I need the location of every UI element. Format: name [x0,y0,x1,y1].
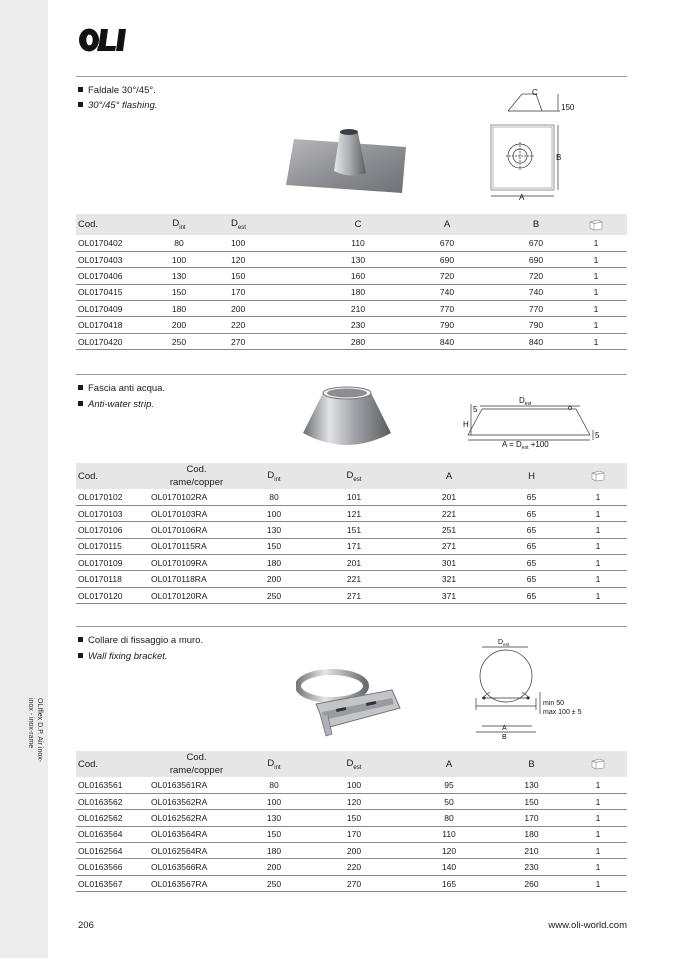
table-cell: 130 [244,522,304,538]
table-cell: 130 [149,268,209,284]
table-cell: 1 [569,843,627,859]
table-cell: 740 [387,284,507,300]
header-package [569,463,627,489]
table-cell: 1 [565,284,627,300]
table-cell: 200 [244,859,304,875]
table-cell: 150 [244,538,304,554]
diagram-label: $A = D_{est} +100$ [502,440,549,451]
table-cell: OL0170103 [76,505,149,521]
header-b: B [494,751,569,777]
bullet [78,385,83,390]
table-cell: OL0162564RA [149,843,244,859]
table-cell: 1 [569,777,627,793]
header-h: H [494,463,569,489]
brand-logo [78,26,138,54]
table-cell: 121 [304,505,404,521]
header-b: B [507,214,565,235]
table-cell: OL0170106RA [149,522,244,538]
table-cell: 1 [569,489,627,505]
table-cell: OL0170120 [76,587,149,603]
table-cell: 65 [494,587,569,603]
diagram-label: H [463,420,469,429]
table-cell: 840 [387,333,507,349]
table-cell: 270 [304,875,404,891]
table-body [76,489,627,604]
table-cell: 100 [304,777,404,793]
table-cell: 1 [569,793,627,809]
table-cell: 80 [404,810,494,826]
table-cell: OL0162564 [76,843,149,859]
table-row [76,538,627,554]
table-row [76,505,627,521]
table-cell: 670 [507,235,565,251]
table-cell: 740 [507,284,565,300]
table-body [76,777,627,892]
table-cell: 180 [244,555,304,571]
table-cell: 1 [569,810,627,826]
section-1-title-it: Faldale 30°/45°. [78,85,156,97]
table-cell: 1 [569,826,627,842]
diagram-label: $D_{est}$ [519,396,532,407]
table-cell: OL0163564RA [149,826,244,842]
table-row [76,284,627,300]
table-cell: 260 [494,875,569,891]
side-strip [0,0,48,958]
box-icon [591,470,605,482]
table-cell: 80 [244,489,304,505]
table-cell: 65 [494,555,569,571]
table-cell: OL0170415 [76,284,149,300]
table-cell: 210 [329,301,387,317]
table-cell: 65 [494,522,569,538]
header-a: A [387,214,507,235]
table-cell: OL0163567 [76,875,149,891]
table-cell: 140 [404,859,494,875]
table-cell: 770 [507,301,565,317]
table-cell: 170 [209,284,329,300]
table-cell: 200 [304,843,404,859]
bullet [78,653,83,658]
bullet [78,637,83,642]
table-cell: 130 [329,251,387,267]
flashing-diagram [486,86,582,202]
table-cell: OL0170106 [76,522,149,538]
header-dint: $D_{int}$ [149,214,209,235]
table-cell: OL0162562 [76,810,149,826]
anti-water-strip-photo [301,383,393,451]
table-cell: 1 [569,587,627,603]
table-cell: 1 [565,317,627,333]
table-row [76,235,627,251]
diagram-label: $D_{est}$ [498,639,510,647]
table-cell: 120 [404,843,494,859]
table-row [76,251,627,267]
table-cell: 80 [244,777,304,793]
table-cell: 271 [404,538,494,554]
table-cell: 280 [329,333,387,349]
header-dest: $D_{est}$ [304,463,404,489]
table-cell: OL0170102RA [149,489,244,505]
table-cell: 690 [387,251,507,267]
table-cell: 65 [494,571,569,587]
header-cod-copper: Cod. rame/copper [149,751,244,777]
table-cell: OL0170420 [76,333,149,349]
table-cell: 1 [569,875,627,891]
table-cell: OL0163564 [76,826,149,842]
table-cell: 1 [569,538,627,554]
table-cell: 770 [387,301,507,317]
table-row [76,522,627,538]
table-row [76,843,627,859]
table-cell: 1 [569,571,627,587]
table-cell: 200 [149,317,209,333]
table-cell: 230 [329,317,387,333]
table-cell: 150 [494,793,569,809]
section-1-title-en: 30°/45° flashing. [78,100,157,112]
table-cell: OL0163566RA [149,859,244,875]
section-divider [76,76,627,77]
table-cell: 210 [494,843,569,859]
table-cell: 101 [304,489,404,505]
table-cell: 80 [149,235,209,251]
table-cell: 270 [209,333,329,349]
table-cell: OL0163561RA [149,777,244,793]
header-cod-copper: Cod. rame/copper [149,463,244,489]
table-cell: 130 [494,777,569,793]
table-cell: 301 [404,555,494,571]
table-cell: OL0170403 [76,251,149,267]
box-icon [589,219,603,231]
table-cell: OL0170102 [76,489,149,505]
table-cell: OL0170402 [76,235,149,251]
table-row [76,810,627,826]
header-package [565,214,627,235]
table-cell: OL0170418 [76,317,149,333]
table-cell: 200 [209,301,329,317]
table-cell: 371 [404,587,494,603]
table-cell: 790 [507,317,565,333]
header-a: A [404,463,494,489]
table-row [76,587,627,603]
table-cell: 170 [304,826,404,842]
table-cell: 840 [507,333,565,349]
table-cell: 130 [244,810,304,826]
table-cell: 65 [494,538,569,554]
table-cell: 65 [494,489,569,505]
table-cell: OL0170409 [76,301,149,317]
table-cell: 220 [209,317,329,333]
table-cell: OL0170109 [76,555,149,571]
table-cell: 160 [329,268,387,284]
flashing-photo [286,127,410,195]
table-cell: OL0170109RA [149,555,244,571]
table-row [76,268,627,284]
diagram-label: max 100 ± 5 [543,709,582,716]
table-cell: 150 [209,268,329,284]
table-cell: 170 [494,810,569,826]
table-cell: OL0170103RA [149,505,244,521]
wall-bracket-diagram [462,632,594,744]
table-cell: 165 [404,875,494,891]
table-row [76,317,627,333]
table-cell: 150 [244,826,304,842]
table-cell: 1 [569,522,627,538]
table-cell: 250 [244,587,304,603]
box-icon [591,758,605,770]
table-cell: 250 [149,333,209,349]
table-row [76,793,627,809]
table-cell: 110 [404,826,494,842]
table-cell: 150 [304,810,404,826]
table-cell: 230 [494,859,569,875]
table-row [76,875,627,891]
table-cell: OL0170118RA [149,571,244,587]
table-cell: 180 [149,301,209,317]
side-label-line-2: inox - inox-rame [27,698,34,749]
table-cell: 1 [569,859,627,875]
table-row [76,301,627,317]
table-cell: OL0170406 [76,268,149,284]
diagram-label: B [556,153,562,162]
table-cell: 100 [149,251,209,267]
table-cell: 790 [387,317,507,333]
table-cell: 50 [404,793,494,809]
diagram-label: B [502,734,507,741]
table-cell: OL0163562RA [149,793,244,809]
table-cell: 220 [304,859,404,875]
section-3-title-it: Collare di fissaggio a muro. [78,635,203,647]
table-row [76,571,627,587]
header-cod: Cod. [76,214,149,235]
table-cell: 250 [244,875,304,891]
diagram-label: 5 [473,405,478,414]
table-cell: 1 [565,268,627,284]
table-cell: 100 [209,235,329,251]
table-row [76,859,627,875]
table-cell: 1 [565,301,627,317]
diagram-label: A [502,725,507,732]
table-cell: 120 [209,251,329,267]
table-cell: 150 [149,284,209,300]
header-a: A [404,751,494,777]
table-cell: OL0170115 [76,538,149,554]
table-cell: 201 [404,489,494,505]
header-dint: $D_{int}$ [244,751,304,777]
header-package [569,751,627,777]
table-cell: 100 [244,793,304,809]
bullet [78,87,83,92]
table-cell: 151 [304,522,404,538]
diagram-label: min 50 [543,700,565,707]
side-label-line-1: OLIflex D.P. Air inox- [36,698,43,763]
table-cell: OL0163566 [76,859,149,875]
table-cell: 690 [507,251,565,267]
table-row [76,489,627,505]
table-cell: 251 [404,522,494,538]
bullet [78,401,83,406]
table-row [76,826,627,842]
website-link[interactable]: www.oli-world.com [548,920,627,931]
table-cell: 271 [304,587,404,603]
diagram-label: 5 [595,431,600,440]
diagram-label: 150 [561,103,575,112]
table-cell: 1 [565,251,627,267]
table-cell: OL0170118 [76,571,149,587]
section-divider [76,626,627,627]
bullet [78,102,83,107]
side-label [4,698,44,778]
section-3-title-en: Wall fixing bracket. [78,651,168,663]
table-cell: 95 [404,777,494,793]
section-2-title-en: Anti-water strip. [78,399,154,411]
table-cell: 1 [569,555,627,571]
table-row [76,777,627,793]
diagram-label: A [519,193,525,202]
table-cell: 221 [404,505,494,521]
table-cell: 171 [304,538,404,554]
table-cell: 200 [244,571,304,587]
table-cell: 1 [565,333,627,349]
table-cell: 321 [404,571,494,587]
header-dint: $D_{int}$ [244,463,304,489]
table-cell: 120 [304,793,404,809]
table-cell: 180 [329,284,387,300]
table-row [76,333,627,349]
table-cell: 201 [304,555,404,571]
table-cell: 720 [387,268,507,284]
table-cell: 720 [507,268,565,284]
header-c: C [329,214,387,235]
table-cell: 180 [244,843,304,859]
section-divider [76,374,627,375]
spec-table-3 [76,751,627,892]
header-cod: Cod. [76,751,149,777]
table-cell: 100 [244,505,304,521]
table-cell: OL0163562 [76,793,149,809]
table-cell: OL0170115RA [149,538,244,554]
table-cell: 221 [304,571,404,587]
diagram-label: C [532,88,538,97]
table-cell: OL0170120RA [149,587,244,603]
table-cell: 180 [494,826,569,842]
spec-table-2 [76,463,627,604]
table-cell: OL0163567RA [149,875,244,891]
section-2-title-it: Fascia anti acqua. [78,383,165,395]
table-cell: 110 [329,235,387,251]
spec-table-1 [76,214,627,350]
header-dest: $D_{est}$ [304,751,404,777]
table-cell: 1 [569,505,627,521]
wall-bracket-photo [296,664,406,744]
table-cell: 670 [387,235,507,251]
table-cell: OL0162562RA [149,810,244,826]
page-number: 206 [78,920,94,931]
table-cell: 1 [565,235,627,251]
table-row [76,555,627,571]
table-cell: OL0163561 [76,777,149,793]
header-cod: Cod. [76,463,149,489]
header-dest: $D_{est}$ [209,214,329,235]
table-body [76,235,627,350]
anti-water-strip-diagram [458,390,604,454]
table-cell: 65 [494,505,569,521]
